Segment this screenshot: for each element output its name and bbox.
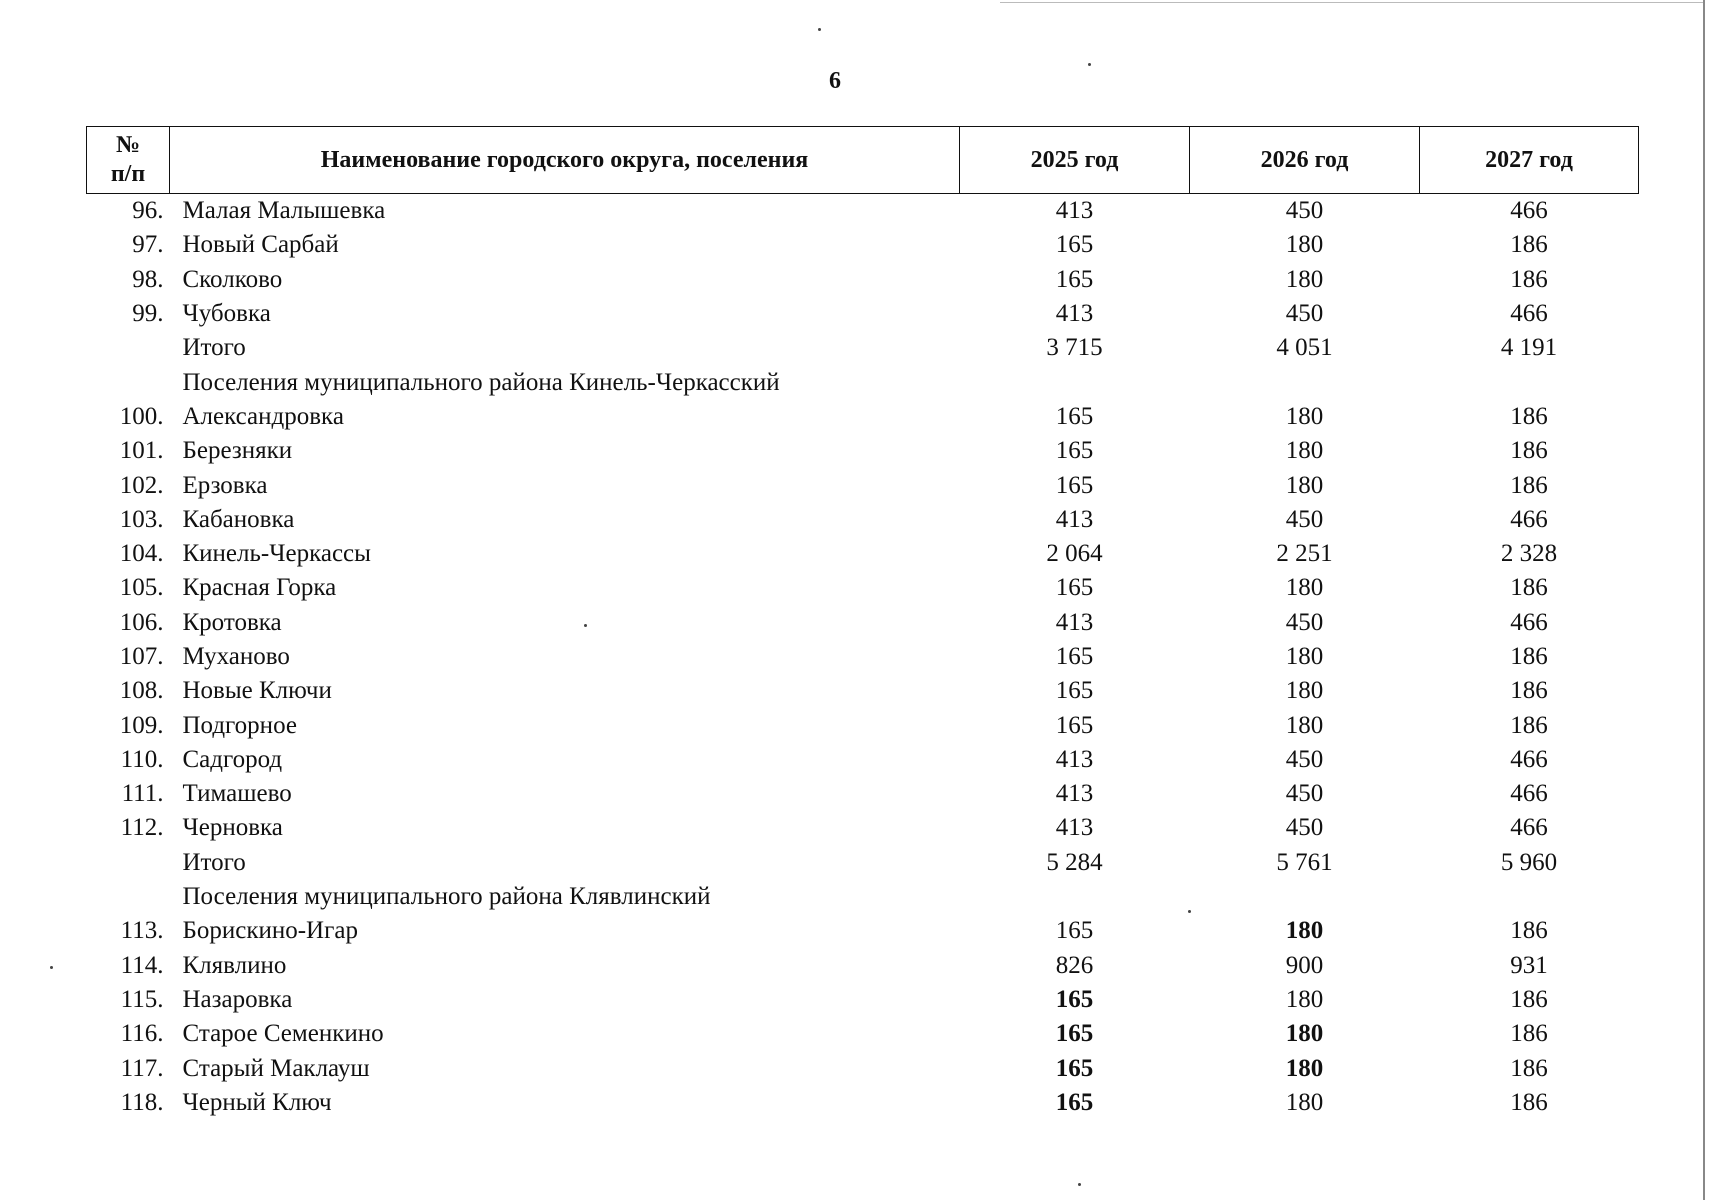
row-number-cell: 103.: [119, 505, 164, 533]
row-number-cell: 101.: [119, 437, 164, 465]
table-row: [87, 674, 1639, 708]
value-2027: 186: [1510, 677, 1548, 705]
value-2026: 4 051: [1276, 334, 1333, 362]
value-2026: 180: [1285, 437, 1324, 465]
row-number-cell: 109.: [119, 711, 164, 739]
value-2026: 180: [1285, 471, 1324, 499]
value-2027: 186: [1510, 1020, 1548, 1048]
table-row: [87, 537, 1639, 571]
row-number-cell: 112.: [120, 814, 164, 842]
value-2026: 450: [1285, 814, 1324, 842]
value-2027: 931: [1510, 951, 1548, 979]
value-2026: 450: [1285, 197, 1324, 225]
row-number-cell: [87, 846, 170, 880]
page-number: 6: [829, 68, 841, 94]
settlement-name: Старое Семенкино: [182, 1020, 384, 1048]
value-2027: 466: [1510, 197, 1548, 225]
value-2025: 826: [1055, 951, 1094, 979]
value-2026: 5 761: [1276, 848, 1333, 876]
value-2026: 450: [1285, 745, 1324, 773]
settlement-name: Сколково: [182, 265, 283, 293]
settlement-name: Александровка: [182, 402, 344, 430]
value-2025: 165: [1055, 231, 1094, 259]
value-2027: 466: [1510, 300, 1548, 328]
table-row: [87, 263, 1639, 297]
settlement-name: Красная Горка: [182, 574, 337, 602]
value-2025: 165: [1055, 1020, 1094, 1048]
settlement-name: Новый Сарбай: [182, 231, 339, 259]
row-number-cell: 108.: [119, 677, 164, 705]
value-2025: 165: [1055, 917, 1094, 945]
value-2026: 180: [1285, 1020, 1324, 1048]
value-2027: 186: [1510, 711, 1548, 739]
settlement-name: Подгорное: [182, 711, 297, 739]
settlement-name: Старый Маклауш: [182, 1054, 370, 1082]
scan-speck: [1078, 1183, 1081, 1186]
value-2025: 165: [1055, 437, 1094, 465]
table-row: [87, 606, 1639, 640]
row-number-cell: 114.: [120, 951, 164, 979]
row-number-cell: 110.: [120, 745, 164, 773]
value-2026: 180: [1285, 231, 1324, 259]
value-2026: 2 251: [1276, 540, 1333, 568]
settlement-name: Кабановка: [182, 505, 295, 533]
total-row: [87, 846, 1639, 880]
value-2027: 466: [1510, 505, 1548, 533]
value-2026: 900: [1285, 951, 1324, 979]
settlement-name: Муханово: [182, 643, 290, 670]
value-2027: 466: [1510, 814, 1548, 842]
table-header: [87, 127, 1639, 194]
row-number-cell: 115.: [120, 985, 164, 1013]
value-2027: 4 191: [1500, 334, 1558, 362]
row-number-cell: 113.: [120, 917, 164, 945]
table-row: [87, 743, 1639, 777]
value-2025: 165: [1055, 985, 1094, 1013]
header-2027: 2027 год: [1420, 127, 1639, 194]
row-number-cell: 99.: [132, 300, 164, 328]
value-2027: 466: [1510, 745, 1548, 773]
table-row: [87, 640, 1639, 674]
row-number-cell: [87, 365, 170, 399]
table-row: [87, 434, 1639, 468]
row-number-cell: [87, 331, 170, 365]
value-2026: 450: [1285, 780, 1324, 808]
value-2025: 165: [1055, 574, 1094, 602]
table-row: [87, 1051, 1639, 1085]
value-2027: 186: [1510, 231, 1548, 259]
scan-top-edge-line: [1000, 2, 1705, 3]
table-row: [87, 468, 1639, 502]
header-name: Наименование городского округа, поселения: [170, 127, 960, 194]
table-body: [87, 194, 1639, 1121]
table-row: [87, 297, 1639, 331]
settlement-name: Ерзовка: [182, 471, 268, 499]
value-2027: 186: [1510, 574, 1548, 602]
value-2027: 466: [1510, 780, 1548, 808]
row-number-cell: 111.: [121, 780, 164, 808]
value-2025: 165: [1055, 677, 1094, 705]
value-2026: 180: [1285, 677, 1324, 705]
row-number-cell: 100.: [119, 402, 164, 430]
value-2027: 186: [1510, 471, 1548, 499]
value-2025: 5 284: [1046, 848, 1103, 876]
value-2025: 413: [1055, 300, 1094, 328]
value-2025: 165: [1055, 711, 1094, 739]
value-2025: 413: [1055, 197, 1094, 225]
header-num: № п/п: [87, 127, 170, 194]
value-2026: 450: [1285, 300, 1324, 328]
header-2026: 2026 год: [1190, 127, 1420, 194]
row-number-cell: 96.: [132, 197, 164, 225]
table-row: [87, 400, 1639, 434]
table-row: [87, 1017, 1639, 1051]
table-row: [87, 503, 1639, 537]
table-row: [87, 811, 1639, 845]
scan-right-edge-line: [1703, 0, 1705, 1200]
value-2025: 3 715: [1046, 334, 1103, 362]
value-2026: 180: [1285, 574, 1324, 602]
table-row: [87, 571, 1639, 605]
scan-speck: [1188, 910, 1191, 913]
total-row: [87, 331, 1639, 365]
row-number-cell: 116.: [120, 1020, 164, 1048]
row-number-cell: 98.: [132, 265, 164, 293]
value-2026: 180: [1285, 1054, 1324, 1082]
value-2025: 2 064: [1046, 540, 1103, 568]
section-title: Поселения муниципального района Кинель-Черкасский: [182, 368, 780, 396]
value-2026: 180: [1285, 711, 1324, 739]
value-2027: 186: [1510, 1088, 1548, 1116]
table-row: [87, 228, 1639, 262]
value-2026: 180: [1285, 643, 1324, 670]
table-row: [87, 194, 1639, 229]
table-row: [87, 949, 1639, 983]
settlement-name: Назаровка: [182, 985, 293, 1013]
settlement-name: Малая Малышевка: [182, 197, 386, 225]
settlement-name: Кротовка: [182, 608, 282, 636]
value-2026: 180: [1285, 917, 1324, 945]
scan-speck: [1088, 63, 1091, 66]
value-2025: 165: [1055, 1054, 1094, 1082]
value-2025: 165: [1055, 471, 1094, 499]
scan-speck: [50, 966, 53, 969]
total-label: Итого: [182, 848, 246, 876]
scan-speck: [818, 28, 821, 31]
table-row: [87, 1086, 1639, 1120]
section-title: Поселения муниципального района Клявлинский: [182, 883, 711, 911]
value-2025: 413: [1055, 745, 1094, 773]
value-2027: 2 328: [1500, 540, 1558, 568]
value-2027: 5 960: [1500, 848, 1558, 876]
value-2027: 186: [1510, 917, 1548, 945]
section-row: [87, 880, 1639, 914]
value-2025: 413: [1055, 780, 1094, 808]
row-number-cell: 118.: [120, 1088, 164, 1116]
value-2026: 450: [1285, 505, 1324, 533]
settlement-name: Березняки: [182, 437, 293, 465]
value-2027: 186: [1510, 265, 1548, 293]
row-number-cell: 104.: [119, 540, 164, 568]
value-2027: 186: [1510, 437, 1548, 465]
scan-speck: [584, 624, 587, 627]
row-number-cell: 107.: [119, 643, 164, 670]
value-2025: 165: [1055, 643, 1094, 670]
value-2025: 413: [1055, 608, 1094, 636]
table-row: [87, 914, 1639, 948]
total-label: Итого: [182, 334, 246, 362]
value-2026: 450: [1285, 608, 1324, 636]
section-row: [87, 365, 1639, 399]
value-2025: 165: [1055, 402, 1094, 430]
settlement-name: Садгород: [182, 745, 283, 773]
value-2027: 186: [1510, 643, 1548, 670]
value-2025: 165: [1055, 265, 1094, 293]
row-number-cell: 105.: [119, 574, 164, 602]
value-2025: 413: [1055, 505, 1094, 533]
allocation-table: [86, 126, 1639, 1120]
settlement-name: Кинель-Черкассы: [182, 540, 371, 568]
row-number-cell: 106.: [119, 608, 164, 636]
settlement-name: Тимашево: [182, 780, 292, 808]
value-2026: 180: [1285, 265, 1324, 293]
row-number-cell: 97.: [132, 231, 164, 259]
row-number-cell: 117.: [120, 1054, 164, 1082]
header-2025: 2025 год: [960, 127, 1190, 194]
table-row: [87, 983, 1639, 1017]
row-number-cell: [87, 880, 170, 914]
value-2027: 186: [1510, 1054, 1548, 1082]
value-2026: 180: [1285, 1088, 1324, 1116]
row-number-cell: 102.: [119, 471, 164, 499]
settlement-name: Черный Ключ: [182, 1088, 332, 1116]
settlement-name: Клявлино: [182, 951, 287, 979]
value-2026: 180: [1285, 402, 1324, 430]
value-2027: 186: [1510, 402, 1548, 430]
table-row: [87, 708, 1639, 742]
value-2026: 180: [1285, 985, 1324, 1013]
value-2027: 466: [1510, 608, 1548, 636]
value-2025: 413: [1055, 814, 1094, 842]
header-row: [87, 127, 1639, 194]
settlement-name: Борискино-Игар: [182, 917, 358, 945]
value-2027: 186: [1510, 985, 1548, 1013]
settlement-name: Чубовка: [182, 300, 271, 328]
settlement-name: Новые Ключи: [182, 677, 332, 705]
settlement-name: Черновка: [182, 814, 283, 842]
table-row: [87, 777, 1639, 811]
value-2025: 165: [1055, 1088, 1094, 1116]
